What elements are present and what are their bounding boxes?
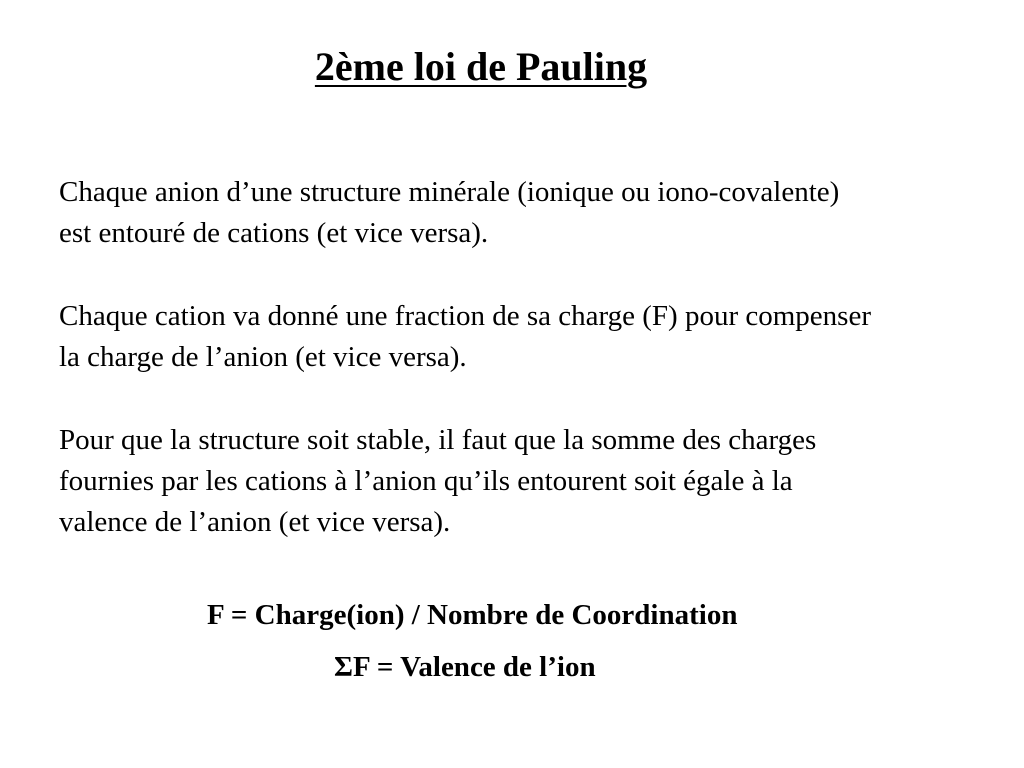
paragraph-line: valence de l’anion (et vice versa). bbox=[59, 506, 451, 538]
paragraph-line: Pour que la structure soit stable, il faut que la somme des charges bbox=[59, 424, 817, 456]
slide-body bbox=[59, 172, 1021, 585]
paragraph-stability bbox=[59, 420, 1021, 543]
paragraph-line: est entouré de cations (et vice versa). bbox=[59, 217, 489, 249]
paragraph-line: fournies par les cations à l’anion qu’ils entourent soit égale à la bbox=[59, 465, 793, 497]
paragraph-line: Chaque anion d’une structure minérale (ionique ou iono-covalente) bbox=[59, 176, 840, 208]
paragraph-line: la charge de l’anion (et vice versa). bbox=[59, 341, 467, 373]
paragraph-cation bbox=[59, 296, 1021, 378]
paragraph-anion bbox=[59, 172, 1021, 254]
formula-valence-sum: ΣF = Valence de l’ion bbox=[334, 651, 596, 683]
slide-title: 2ème loi de Pauling bbox=[314, 44, 648, 89]
formula-charge-fraction: F = Charge(ion) / Nombre de Coordination bbox=[207, 599, 738, 631]
paragraph-line: Chaque cation va donné une fraction de sa charge (F) pour compenser bbox=[59, 300, 871, 332]
